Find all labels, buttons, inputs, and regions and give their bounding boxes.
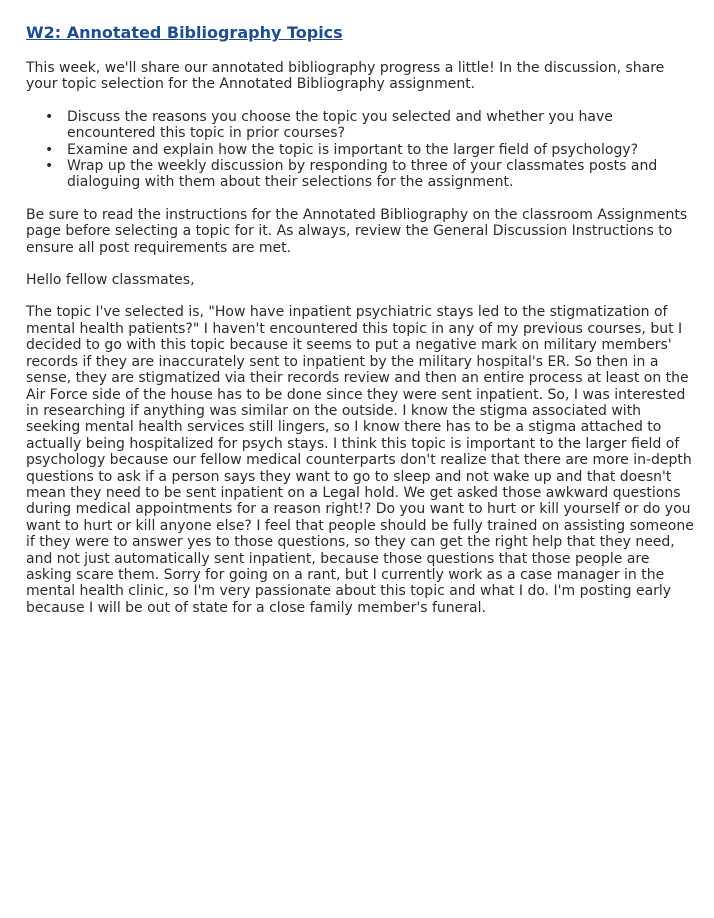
instructions-paragraph: Be sure to read the instructions for the Annotated Bibliography on the classroom Assignments page before selecting a topic for it. As always, review the General Discussion Instructions to ensure all post requirements are met. (26, 206, 688, 256)
prompt-bullet-list (26, 109, 694, 191)
response-body: The topic I've selected is, "How have inpatient psychiatric stays led to the stigmatization of mental health patients?" I haven't encountered this topic in any of my previous courses, but I decided to go with this topic because it seems to put a negative mark on military members' records if they are inaccurately sent to inpatient by the military hospital's ER. So then in a sense, they are stigmatized via their records review and then an entire process at least on the Air Force side of the house has to be done since they were sent inpatient. So, I was interested in researching if anything was similar on the outside. I know the stigma associated with seeking mental health services still lingers, so I know there has to be a stigma attached to actually being hospitalized for psych stays. I think this topic is important to the larger field of psychology because our fellow medical counterparts don't realize that there are more in-depth questions to ask if a person says they want to go to sleep and not wake up and that doesn't mean they need to be sent inpatient on a Legal hold. We get asked those awkward questions during medical appointments for a reason right!? Do you want to hurt or kill yourself or do you want to hurt or kill anyone else? I feel that people should be fully trained on assisting someone if they were to answer yes to those questions, so they can get the right help that they need, and not just automatically sent inpatient, because those questions that those people are asking scare them. Sorry for going on a rant, but I currently work as a case manager in the mental health clinic, so I'm very passionate about this topic and what I do. I'm posting early because I will be out of state for a close family member's funeral. (26, 304, 694, 616)
bullet-item: • Discuss the reasons you choose the topic you selected and whether you have encountered this topic in prior courses? (67, 109, 694, 142)
bullet-item: • Wrap up the weekly discussion by responding to three of your classmates posts and dialoguing with them about their selections for the assignment. (67, 158, 694, 191)
greeting-paragraph: Hello fellow classmates, (26, 272, 195, 289)
discussion-title-link[interactable]: W2: Annotated Bibliography Topics (26, 23, 343, 42)
intro-paragraph: This week, we'll share our annotated bibliography progress a little! In the discussion, share your topic selection for the Annotated Bibliography assignment. (26, 60, 665, 93)
bullet-item: • Examine and explain how the topic is important to the larger field of psychology? (67, 142, 694, 158)
discussion-post (26, 22, 694, 632)
